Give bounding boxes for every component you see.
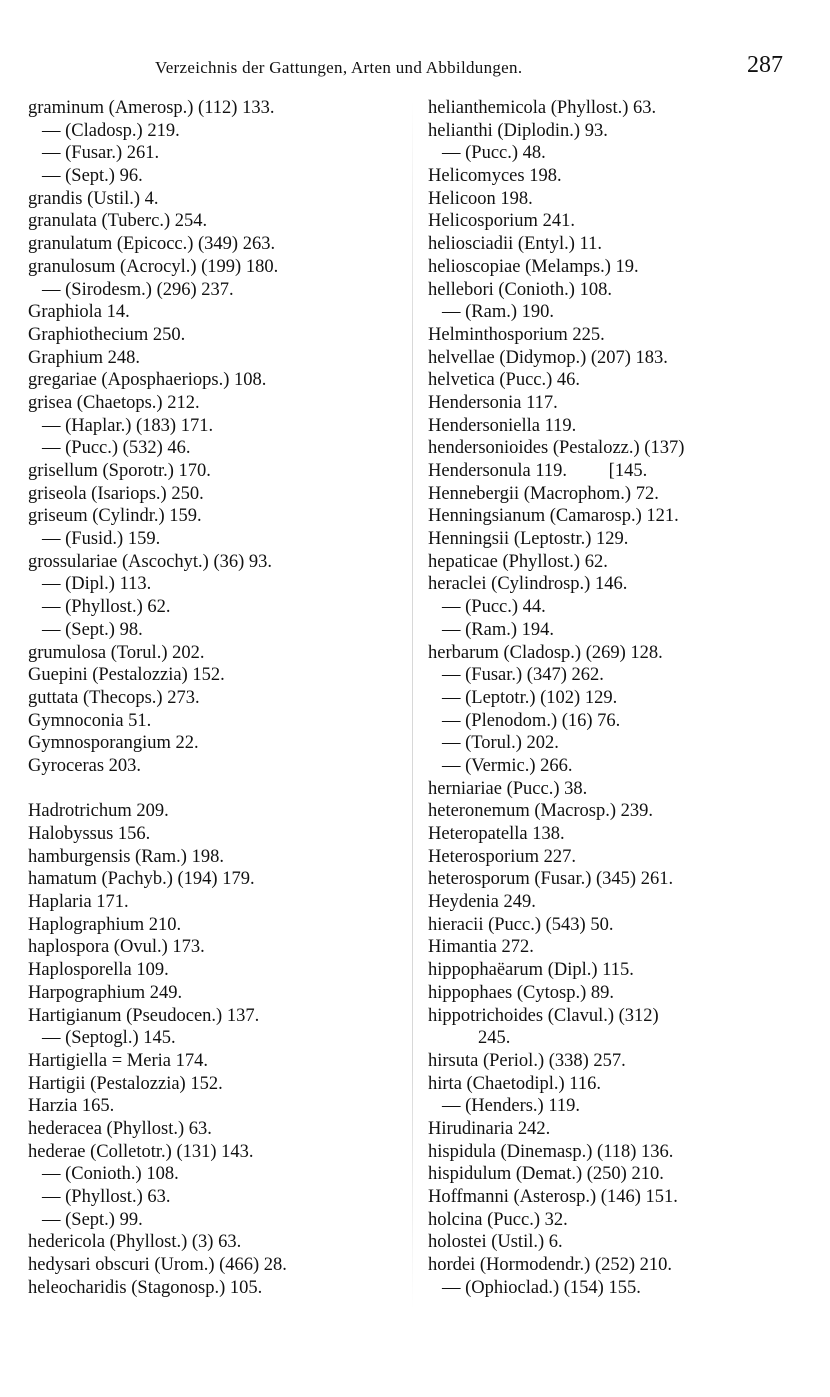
index-entry: Hendersonia 117. xyxy=(428,392,558,413)
running-header xyxy=(0,50,830,84)
index-entry: griseola (Isariops.) 250. xyxy=(28,483,204,504)
index-entry: — (Vermic.) 266. xyxy=(442,755,573,776)
index-entry: Henningsii (Leptostr.) 129. xyxy=(428,529,629,550)
index-entry: — (Plenodom.) (16) 76. xyxy=(442,710,621,731)
index-entry: — (Ram.) 194. xyxy=(442,619,555,640)
index-entry: — (Sept.) 99. xyxy=(42,1209,143,1230)
index-entry: heleocharidis (Stagonosp.) 105. xyxy=(28,1277,263,1298)
index-entry: Himantia 272. xyxy=(428,937,534,958)
index-entry: Hendersonula 119. [145. xyxy=(428,461,648,481)
index-entry: hordei (Hormodendr.) (252) 210. xyxy=(428,1255,673,1276)
page-number: 287 xyxy=(747,52,783,78)
index-entry: Haplaria 171. xyxy=(28,892,129,913)
index-entry: hedericola (Phyllost.) (3) 63. xyxy=(28,1232,242,1253)
index-entry: hamburgensis (Ram.) 198. xyxy=(28,846,224,867)
index-entry: helioscopiae (Melamps.) 19. xyxy=(428,256,639,277)
index-entry: hippophaes (Cytosp.) 89. xyxy=(428,982,615,1003)
index-entry: heraclei (Cylindrosp.) 146. xyxy=(428,574,628,595)
column-divider xyxy=(412,100,413,1310)
index-entry: — (Fusar.) 261. xyxy=(42,143,160,164)
index-entry: Hartigii (Pestalozzia) 152. xyxy=(28,1073,223,1094)
index-entry: granulatum (Epicocc.) (349) 263. xyxy=(28,234,276,255)
index-entry: herniariae (Pucc.) 38. xyxy=(428,778,588,799)
index-entry: Hendersoniella 119. xyxy=(428,415,577,436)
index-entry: Haplosporella 109. xyxy=(28,960,169,981)
index-entry: — (Pucc.) 44. xyxy=(442,597,546,618)
index-entry: Heteropatella 138. xyxy=(428,824,565,844)
index-entry: — (Sirodesm.) (296) 237. xyxy=(42,279,234,300)
index-entry: helvetica (Pucc.) 46. xyxy=(428,370,581,391)
index-entry: — (Pucc.) 48. xyxy=(442,143,546,164)
index-entry: heliosciadii (Entyl.) 11. xyxy=(428,234,602,255)
index-entry: gregariae (Aposphaeriops.) 108. xyxy=(28,370,267,391)
header-title: Verzeichnis der Gattungen, Arten und Abbildungen. xyxy=(155,58,523,77)
index-entry-continuation: 245. xyxy=(478,1028,511,1049)
index-entry: grandis (Ustil.) 4. xyxy=(28,188,159,209)
index-entry: Hirudinaria 242. xyxy=(428,1118,551,1139)
index-entry: grisellum (Sporotr.) 170. xyxy=(28,461,211,481)
index-column-right xyxy=(428,97,798,1299)
index-entry: Helicoon 198. xyxy=(428,188,533,209)
index-entry: — (Fusid.) 159. xyxy=(42,529,161,550)
index-entry: Heydenia 249. xyxy=(428,892,536,913)
index-entry: — (Conioth.) 108. xyxy=(42,1164,179,1185)
index-entry: hepaticae (Phyllost.) 62. xyxy=(428,551,608,572)
index-column-left xyxy=(28,97,403,1299)
index-entry: — (Fusar.) (347) 262. xyxy=(442,665,604,686)
index-entry: hispidula (Dinemasp.) (118) 136. xyxy=(428,1141,674,1162)
index-entry: — (Phyllost.) 62. xyxy=(42,597,171,618)
index-entry: — (Ophioclad.) (154) 155. xyxy=(442,1277,641,1298)
index-entry: heterosporum (Fusar.) (345) 261. xyxy=(428,869,674,890)
index-entry: hippotrichoides (Clavul.) (312) xyxy=(428,1005,659,1026)
index-entry: Hartigianum (Pseudocen.) 137. xyxy=(28,1005,260,1026)
index-entry: hippophaëarum (Dipl.) 115. xyxy=(428,960,634,981)
index-entry: — (Dipl.) 113. xyxy=(42,574,152,595)
index-entry: Graphium 248. xyxy=(28,347,141,368)
index-entry: hellebori (Conioth.) 108. xyxy=(428,279,612,300)
index-entry: grumulosa (Torul.) 202. xyxy=(28,642,205,663)
index-entry: Haplographium 210. xyxy=(28,914,182,935)
index-entry: hirta (Chaetodipl.) 116. xyxy=(428,1073,601,1094)
index-entry: Halobyssus 156. xyxy=(28,824,151,844)
index-entry: — (Ram.) 190. xyxy=(442,302,555,323)
index-entry: — (Phyllost.) 63. xyxy=(42,1187,171,1207)
index-entry: herbarum (Cladosp.) (269) 128. xyxy=(428,642,663,663)
index-entry: graminum (Amerosp.) (112) 133. xyxy=(28,98,275,118)
index-entry: Hadrotrichum 209. xyxy=(28,801,169,822)
index-entry: grisea (Chaetops.) 212. xyxy=(28,392,200,413)
index-entry: hederae (Colletotr.) (131) 143. xyxy=(28,1141,254,1162)
index-entry: Helminthosporium 225. xyxy=(428,324,605,345)
index-entry: hirsuta (Periol.) (338) 257. xyxy=(428,1050,626,1071)
index-entry: Helicomyces 198. xyxy=(428,166,562,187)
index-entry: Harpographium 249. xyxy=(28,982,183,1003)
index-entry: grossulariae (Ascochyt.) (36) 93. xyxy=(28,551,273,572)
index-entry: — (Pucc.) (532) 46. xyxy=(42,438,191,459)
index-entry: Hennebergii (Macrophom.) 72. xyxy=(428,483,659,504)
index-entry: hieracii (Pucc.) (543) 50. xyxy=(428,914,614,935)
index-entry: helianthemicola (Phyllost.) 63. xyxy=(428,98,657,118)
index-entry: hamatum (Pachyb.) (194) 179. xyxy=(28,869,255,890)
index-entry: Guepini (Pestalozzia) 152. xyxy=(28,665,225,686)
index-entry: hispidulum (Demat.) (250) 210. xyxy=(428,1164,664,1185)
index-entry: heteronemum (Macrosp.) 239. xyxy=(428,801,654,822)
index-entry: holostei (Ustil.) 6. xyxy=(428,1232,563,1253)
index-entry: Gyroceras 203. xyxy=(28,755,142,776)
index-entry: holcina (Pucc.) 32. xyxy=(428,1209,568,1230)
index-entry: — (Leptotr.) (102) 129. xyxy=(442,687,618,708)
index-entry: Heterosporium 227. xyxy=(428,846,576,867)
index-entry: — (Henders.) 119. xyxy=(442,1096,581,1117)
index-entry: Hoffmanni (Asterosp.) (146) 151. xyxy=(428,1187,678,1207)
index-entry: guttata (Thecops.) 273. xyxy=(28,687,200,708)
index-entry: Helicosporium 241. xyxy=(428,211,575,232)
index-entry: — (Sept.) 98. xyxy=(42,619,143,640)
index-entry: helvellae (Didymop.) (207) 183. xyxy=(428,347,668,368)
index-entry: hederacea (Phyllost.) 63. xyxy=(28,1118,212,1139)
index-entry: Hartigiella = Meria 174. xyxy=(28,1050,208,1071)
index-entry: — (Sept.) 96. xyxy=(42,166,143,187)
index-entry: griseum (Cylindr.) 159. xyxy=(28,506,202,527)
index-entry: haplospora (Ovul.) 173. xyxy=(28,937,205,958)
index-entry: Henningsianum (Camarosp.) 121. xyxy=(428,506,679,527)
index-entry: hedysari obscuri (Urom.) (466) 28. xyxy=(28,1255,287,1276)
section-gap xyxy=(28,778,403,801)
index-entry: Harzia 165. xyxy=(28,1096,115,1117)
index-entry: Graphiothecium 250. xyxy=(28,324,186,345)
index-entry: — (Cladosp.) 219. xyxy=(42,120,180,141)
index-entry: — (Torul.) 202. xyxy=(442,733,559,754)
index-entry: Gymnoconia 51. xyxy=(28,710,152,731)
index-entry: Gymnosporangium 22. xyxy=(28,733,199,754)
index-entry: hendersonioides (Pestalozz.) (137) xyxy=(428,438,685,459)
index-entry: granulosum (Acrocyl.) (199) 180. xyxy=(28,256,279,277)
index-entry: granulata (Tuberc.) 254. xyxy=(28,211,208,232)
index-entry: — (Haplar.) (183) 171. xyxy=(42,415,214,436)
index-entry: — (Septogl.) 145. xyxy=(42,1028,176,1049)
index-entry: Graphiola 14. xyxy=(28,302,130,323)
index-entry: helianthi (Diplodin.) 93. xyxy=(428,120,608,141)
